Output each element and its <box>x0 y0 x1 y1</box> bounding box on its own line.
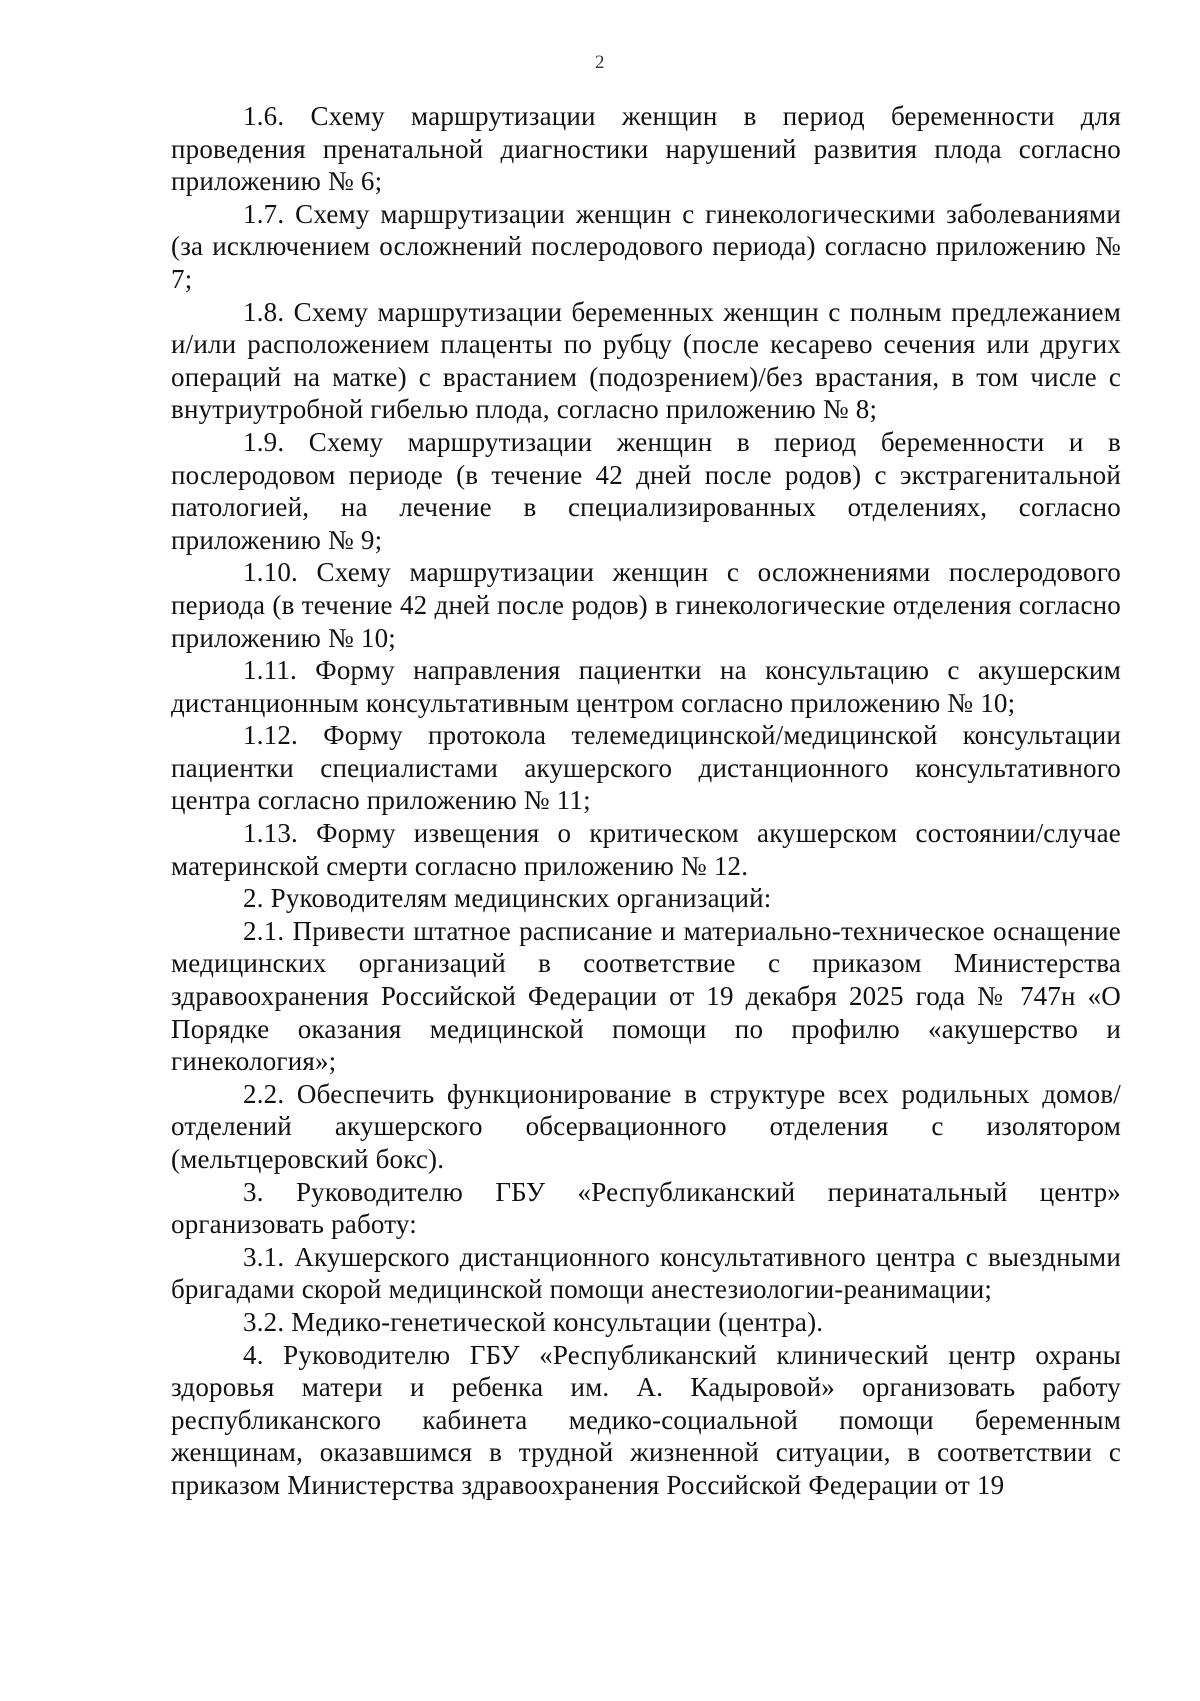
paragraph-1-6: 1.6. Схему маршрутизации женщин в период беременности для проведения пренатальной диагностики нарушений развития плода согласно приложению № 6; <box>171 101 1121 197</box>
paragraph-3: 3. Руководителю ГБУ «Республиканский перинатальный центр» организовать работу: <box>171 1176 1121 1240</box>
paragraph-2-2: 2.2. Обеспечить функционирование в структуре всех родильных домов/отделений акушерского обсервационного отделения с изолятором (мельтцеровский бокс). <box>171 1078 1121 1174</box>
paragraph-1-12: 1.12. Форму протокола телемедицинской/медицинской консультации пациентки специалистами акушерского дистанционного консультативного центра согласно приложению № 11; <box>171 720 1121 816</box>
paragraph-1-10: 1.10. Схему маршрутизации женщин с осложнениями послеродового периода (в течение 42 дней после родов) в гинекологические отделения согласно приложению № 10; <box>171 557 1121 653</box>
paragraph-3-1: 3.1. Акушерского дистанционного консультативного центра с выездными бригадами скорой медицинской помощи анестезиологии-реанимации; <box>171 1241 1121 1305</box>
paragraph-1-7: 1.7. Схему маршрутизации женщин с гинекологическими заболеваниями (за исключением осложнений послеродового периода) согласно приложению № 7; <box>171 198 1121 294</box>
page-number: 2 <box>595 52 605 73</box>
paragraph-1-8: 1.8. Схему маршрутизации беременных женщин с полным предлежанием и/или расположением плаценты по рубцу (после кесарево сечения или других операций на матке) с врастанием (подозрением)/без врастания, в том числе с внутриутробной гибелью плода, согласно приложению № 8; <box>171 296 1121 425</box>
paragraph-1-13: 1.13. Форму извещения о критическом акушерском состоянии/случае материнской смерти согласно приложению № 12. <box>171 818 1121 881</box>
document-body <box>171 100 1121 1502</box>
paragraph-4: 4. Руководителю ГБУ «Республиканский клинический центр охраны здоровья матери и ребенка им. А. Кадыровой» организовать работу республиканского кабинета медико-социальной помощи беременным женщинам, оказавшимся в трудной жизненной ситуации, в соответствии с приказом Министерства здравоохранения Российской Федерации от 19 <box>171 1339 1121 1500</box>
paragraph-1-9: 1.9. Схему маршрутизации женщин в период беременности и в послеродовом периоде (в течение 42 дней после родов) с экстрагенитальной патологией, на лечение в специализированных отделениях, согласно приложению № 9; <box>171 426 1121 555</box>
paragraph-2: 2. Руководителям медицинских организаций: <box>243 883 772 914</box>
paragraph-3-2: 3.2. Медико-генетической консультации (центра). <box>243 1306 824 1337</box>
paragraph-1-11: 1.11. Форму направления пациентки на консультацию с акушерским дистанционным консультативным центром согласно приложению № 10; <box>171 655 1121 718</box>
paragraph-2-1: 2.1. Привести штатное расписание и материально-техническое оснащение медицинских организаций в соответствие с приказом Министерства здравоохранения Российской Федерации от 19 декабря 2025 года № 747н «О Порядке оказания медицинской помощи по профилю «акушерство и гинекология»; <box>171 915 1121 1077</box>
